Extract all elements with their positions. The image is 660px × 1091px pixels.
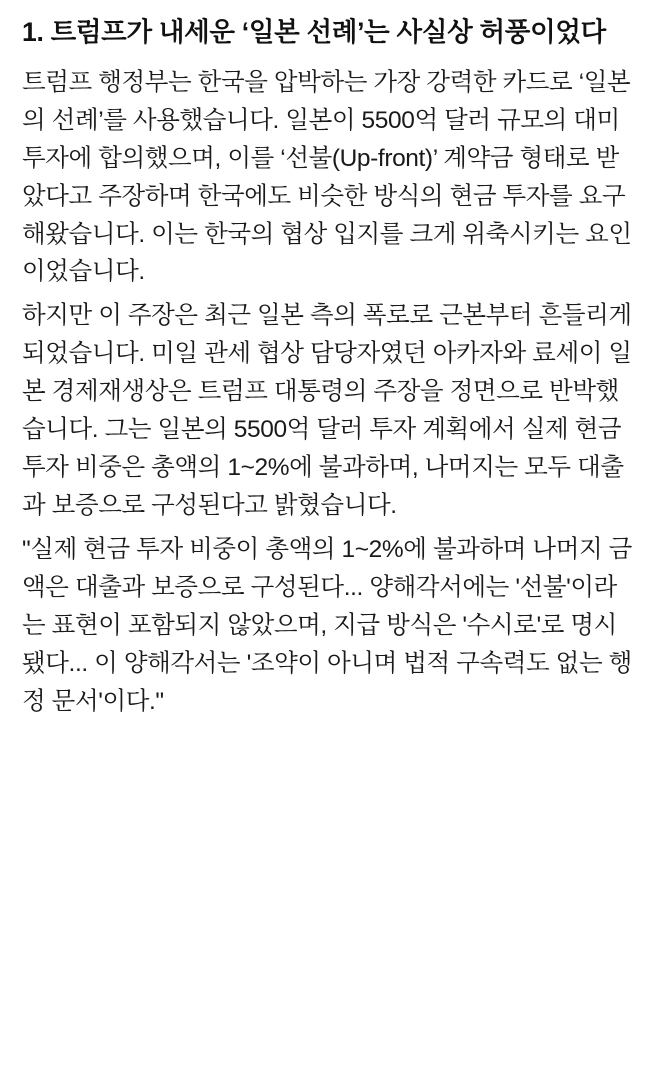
article-quote: "실제 현금 투자 비중이 총액의 1~2%에 불과하며 나머지 금액은 대출과 보증으로 구성된다... 양해각서에는 '선불'이라는 표현이 포함되지 않았으며, 지급 방식은 '수시로'로 명시됐다... 이 양해각서는 '조약이 아니며 법적 구속력도 없는 행정 문서'이다." bbox=[22, 536, 632, 716]
article-paragraph: 하지만 이 주장은 최근 일본 측의 폭로로 근본부터 흔들리게 되었습니다. 미일 관세 협상 담당자였던 아카자와 료세이 일본 경제재생상은 트럼프 대통령의 주장을 정면으로 반박했습니다. 그는 일본의 5500억 달러 투자 계획에서 실제 현금 투자 비중은 총액의 1~2%에 불과하며, 나머지는 모두 대출과 보증으로 구성된다고 밝혔습니다. bbox=[22, 302, 632, 520]
article-paragraph: 트럼프 행정부는 한국을 압박하는 가장 강력한 카드로 ‘일본의 선례’를 사용했습니다. 일본이 5500억 달러 규모의 대미 투자에 합의했으며, 이를 ‘선불(Up-front)’ 계약금 형태로 받았다고 주장하며 한국에도 비슷한 방식의 현금 투자를 요구해왔습니다. 이는 한국의 협상 입지를 크게 위축시키는 요인이었습니다. bbox=[22, 68, 632, 286]
page-title: 1. 트럼프가 내세운 ‘일본 선례’는 사실상 허풍이었다 bbox=[22, 17, 606, 47]
